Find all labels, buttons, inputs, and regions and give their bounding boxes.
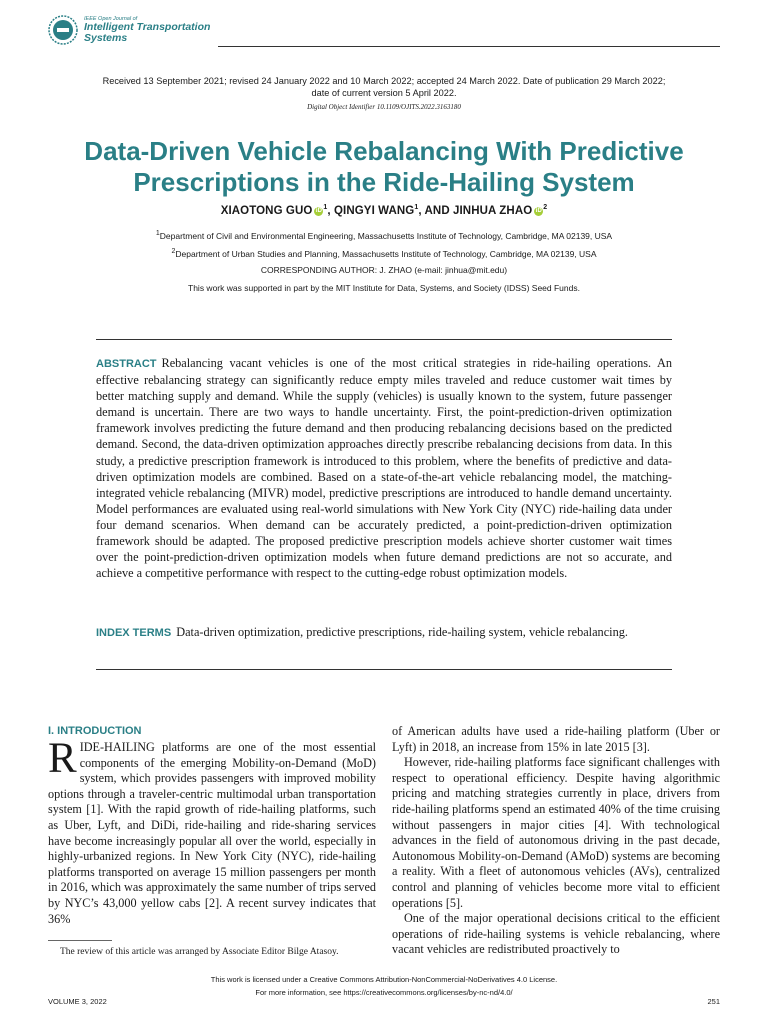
editor-footnote: The review of this article was arranged by Associate Editor Bilge Atasoy. — [60, 947, 339, 957]
journal-name-line2: Systems — [84, 31, 128, 44]
title-line-2: Prescriptions in the Ride-Hailing System — [133, 167, 635, 197]
volume-info: VOLUME 3, 2022 — [48, 997, 107, 1006]
intro-paragraph-1-continued: of American adults have used a ride-hailing platform (Uber or Lyft) in 2018, an increase from 15% in late 2015 [3]. — [392, 724, 720, 754]
intro-paragraph-3: One of the major operational decisions critical to the efficient operations of ride-hailing systems is vehicle rebalancing, where vacant vehicles are redistributed proactively to — [392, 911, 720, 957]
funding-note: This work was supported in part by the MIT Institute for Data, Systems, and Society (IDSS) Seed Funds. — [188, 283, 580, 293]
index-terms-text: Data-driven optimization, predictive prescriptions, ride-hailing system, vehicle rebalancing. — [176, 625, 628, 639]
orcid-icon[interactable]: iD — [315, 207, 323, 214]
abstract-bottom-rule — [96, 669, 672, 670]
license-line-1: This work is licensed under a Creative Commons Attribution-NonCommercial-NoDerivatives 4.0 License. — [210, 975, 558, 984]
abstract-text: Rebalancing vacant vehicles is one of the most critical strategies in ride-hailing operations. An effective rebalancing strategy can significantly reduce empty miles traveled and reduce customer wait times by better matching supply and demand. While the supply (vehicles) is usually known to the system, future passenger demand is uncertain. There are two ways to handle uncertainty. First, the point-prediction-driven optimization framework involves predicting the future demand and then producing rebalancing decisions based on the predicted demand. Second, the data-driven optimization approaches directly prescribe rebalancing decisions from data. In this study, a predictive prescription framework is introduced to this problem, where the benefits of predictive and data-driven optimization models are combined. Based on a state-of-the-art vehicle rebalancing model, the matching-integrated vehicle rebalancing (MIVR) model, predictive prescriptions are introduced to handle demand uncertainty. Model performances are evaluated using real-world simulations with New York City (NYC) ride-hailing data under four demand scenarios. When demand can be accurately predicted, a point-prediction-driven optimization framework should be adapted. The proposed predictive prescription models achieve shorter customer wait times over the point-prediction-driven optimization models when future demand predictions are not so accurate, and achieve a competitive performance with respect to the cutting-edge robust optimization models. — [96, 356, 672, 581]
index-terms-label: INDEX TERMS — [96, 627, 172, 639]
author-list — [48, 204, 720, 217]
abstract-label: ABSTRACT — [96, 358, 157, 370]
left-column — [48, 724, 376, 927]
intro-paragraph-2: However, ride-hailing platforms face significant challenges with respect to operational efficiency. Despite having algorithmic pricing and matching strategies currently in place, drivers from ride-hailing platforms spend an estimated 40% of the time cruising without passengers in major cities [4]. With technological advances in the field of autonomous driving in the past decade, Autonomous Mobility-on-Demand (AMoD) systems are becoming a reality. With a fleet of autonomous vehicles (AVs), centralized control and planning of vehicles become more vital to efficient operations [5]. — [392, 755, 720, 910]
title-line-1: Data-Driven Vehicle Rebalancing With Predictive — [84, 136, 684, 166]
received-dates — [48, 75, 720, 99]
page-number: 251 — [707, 997, 720, 1006]
author-zhao-affil: 2 — [543, 204, 548, 211]
journal-name-line1: Intelligent Transportation — [84, 21, 211, 34]
abstract — [96, 355, 672, 581]
footnote-rule — [48, 940, 112, 941]
journal-logo-icon — [48, 15, 78, 45]
corresponding-author: CORRESPONDING AUTHOR: J. ZHAO (e-mail: jinhua@mit.edu) — [260, 265, 508, 275]
license-line-2[interactable]: For more information, see https://creativecommons.org/licenses/by-nc-nd/4.0/ — [255, 988, 513, 997]
author-guo[interactable]: XIAOTONG GUO — [220, 204, 313, 217]
paper-title — [48, 136, 720, 198]
header-rule — [218, 46, 720, 47]
doi: Digital Object Identifier 10.1109/OJITS.2022.3163180 — [307, 103, 461, 111]
affiliation-1-text: Department of Civil and Environmental Engineering, Massachusetts Institute of Technology, Cambridge, MA 02139, USA — [159, 230, 613, 241]
author-wang-affil: 1 — [414, 204, 419, 211]
drop-cap: R — [48, 735, 77, 782]
section-heading: I. INTRODUCTION — [48, 725, 142, 737]
author-guo-affil: 1 — [323, 204, 328, 211]
abstract-top-rule — [96, 339, 672, 340]
intro-paragraph-1 — [48, 735, 376, 927]
affiliation-2-text: Department of Urban Studies and Planning, Massachusetts Institute of Technology, Cambridge, MA 02139, USA — [175, 248, 597, 259]
intro-paragraph-1-text: IDE-HAILING platforms are one of the most essential components of the emerging Mobility-on-Demand (MoD) system, which provides passengers with improved mobility options through a traveler-centric multimodal urban transportation system [1]. With the rapid growth of ride-hailing platforms, such as Uber, Lyft, and DiDi, ride-hailing and ride-sharing services have become increasingly popular all over the world, especially in highly-urbanized regions. In New York City (NYC), ride-hailing platforms transported on average 15 million passengers per month in 2016, which was approximately the same number of trips served by NYC’s 43,000 yellow cabs [2]. A recent survey indicates that 36% — [48, 740, 376, 926]
author-zhao: , AND JINHUA ZHAO — [418, 204, 533, 217]
journal-header — [48, 12, 210, 48]
orcid-icon[interactable]: iD — [535, 207, 542, 214]
author-wang: , QINGYI WANG — [327, 204, 415, 217]
journal-prefix: IEEE Open Journal of — [84, 15, 138, 22]
received-line-2: date of current version 5 April 2022. — [311, 88, 457, 98]
index-terms — [96, 624, 672, 641]
affiliation-2 — [48, 248, 720, 259]
affiliation-1-number: 1 — [155, 230, 160, 237]
right-column — [392, 724, 720, 958]
affiliation-2-number: 2 — [171, 248, 176, 255]
journal-title — [84, 17, 210, 44]
received-line-1: Received 13 September 2021; revised 24 January 2022 and 10 March 2022; accepted 24 March 2022. Date of publication 29 March 2022; — [102, 76, 666, 86]
affiliation-1 — [48, 230, 720, 241]
